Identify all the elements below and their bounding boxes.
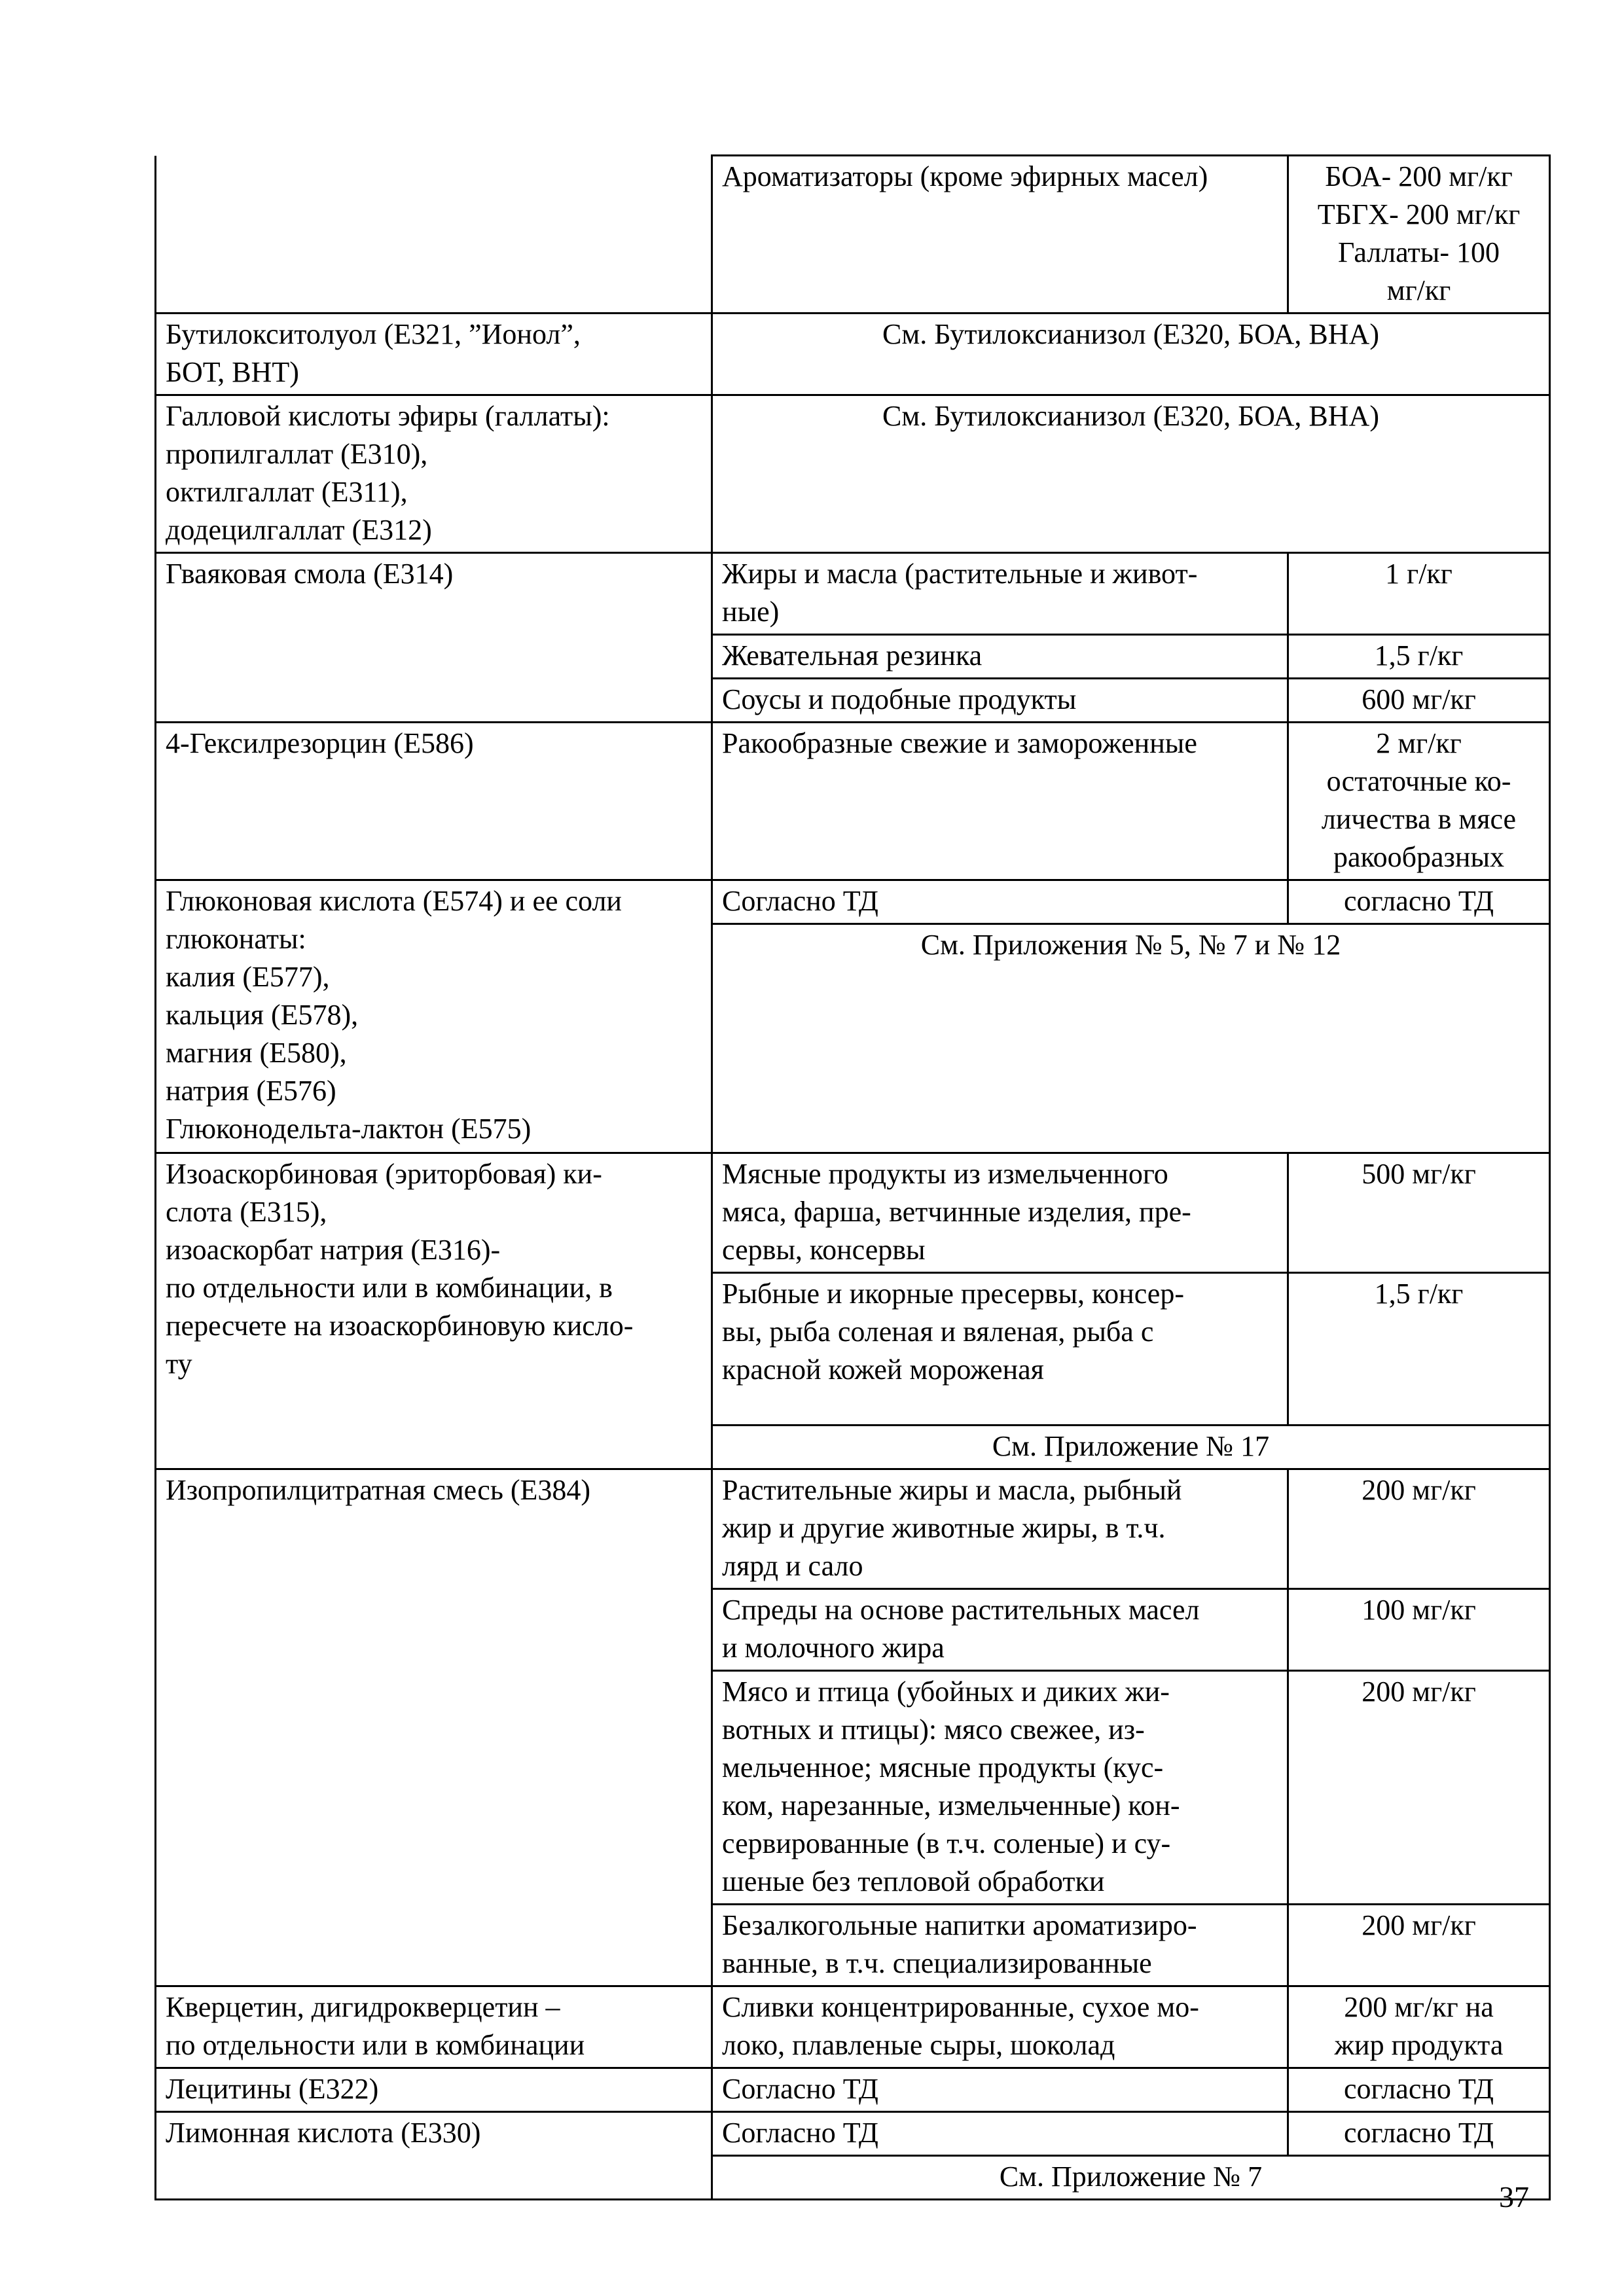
- product-cell: Безалкогольные напитки ароматизиро- ванные, в т.ч. специализированные: [712, 1905, 1288, 1986]
- substance-cell: Лимонная кислота (Е330): [156, 2112, 712, 2200]
- limit-cell: согласно ТД: [1288, 880, 1550, 924]
- page-number: 37: [1499, 2180, 1529, 2214]
- reference-cell: См. Бутилоксианизол (Е320, БОА, ВНА): [712, 395, 1550, 553]
- substance-cell: [156, 156, 712, 314]
- table-row: [156, 1153, 1550, 1273]
- substance-cell: Бутилокситолуол (Е321, ”Ионол”, БОТ, ВНТ): [156, 314, 712, 395]
- product-cell: Спреды на основе растительных масел и молочного жира: [712, 1589, 1288, 1671]
- limit-cell: 600 мг/кг: [1288, 679, 1550, 723]
- table-row: [156, 1469, 1550, 1589]
- limit-cell: 1 г/кг: [1288, 553, 1550, 635]
- limit-cell: БОА- 200 мг/кг ТБГХ- 200 мг/кг Галлаты- 100 мг/кг: [1288, 156, 1550, 314]
- product-cell: Согласно ТД: [712, 2112, 1288, 2156]
- substance-cell: Изоаскорбиновая (эриторбовая) ки- слота (Е315), изоаскорбат натрия (Е316)- по отдельности или в комбинации, в пересчете на изоаскорбиновую кисло- ту: [156, 1153, 712, 1469]
- substance-cell: Галловой кислоты эфиры (галлаты): пропилгаллат (Е310), октилгаллат (Е311), додецилгаллат (Е312): [156, 395, 712, 553]
- product-cell: Рыбные и икорные пресервы, консер- вы, рыба соленая и вяленая, рыба с красной кожей мороженая: [712, 1273, 1288, 1426]
- reference-cell: См. Приложение № 17: [712, 1426, 1550, 1469]
- limit-cell: 2 мг/кг остаточные ко- личества в мясе ракообразных: [1288, 723, 1550, 880]
- additives-table: [154, 154, 1551, 2200]
- product-cell: Согласно ТД: [712, 2068, 1288, 2112]
- limit-cell: согласно ТД: [1288, 2112, 1550, 2156]
- table-row: [156, 395, 1550, 553]
- product-cell: Мясо и птица (убойных и диких жи- вотных и птицы): мясо свежее, из- мельченное; мясные продукты (кус- ком, нарезанные, измельченные) кон- сервированные (в т.ч. соленые) и су- шеные без тепловой обработки: [712, 1671, 1288, 1905]
- limit-cell: 200 мг/кг: [1288, 1671, 1550, 1905]
- limit-cell: 200 мг/кг: [1288, 1469, 1550, 1589]
- reference-cell: См. Приложение № 7: [712, 2156, 1550, 2200]
- product-cell: Жиры и масла (растительные и живот- ные): [712, 553, 1288, 635]
- substance-cell: Лецитины (Е322): [156, 2068, 712, 2112]
- substance-cell: Изопропилцитратная смесь (Е384): [156, 1469, 712, 1986]
- table-row: [156, 2112, 1550, 2156]
- product-cell: Соусы и подобные продукты: [712, 679, 1288, 723]
- product-cell: Жевательная резинка: [712, 635, 1288, 679]
- table-row: [156, 553, 1550, 635]
- reference-cell: См. Бутилоксианизол (Е320, БОА, ВНА): [712, 314, 1550, 395]
- product-cell: Ракообразные свежие и замороженные: [712, 723, 1288, 880]
- limit-cell: согласно ТД: [1288, 2068, 1550, 2112]
- table-row: [156, 2068, 1550, 2112]
- table-row: [156, 314, 1550, 395]
- substance-cell: Кверцетин, дигидрокверцетин – по отдельности или в комбинации: [156, 1986, 712, 2068]
- limit-cell: 200 мг/кг на жир продукта: [1288, 1986, 1550, 2068]
- reference-cell: См. Приложения № 5, № 7 и № 12: [712, 924, 1550, 1153]
- substance-cell: 4-Гексилрезорцин (Е586): [156, 723, 712, 880]
- product-cell: Мясные продукты из измельченного мяса, фарша, ветчинные изделия, пре- сервы, консервы: [712, 1153, 1288, 1273]
- product-cell: Растительные жиры и масла, рыбный жир и другие животные жиры, в т.ч. лярд и сало: [712, 1469, 1288, 1589]
- product-cell: Сливки концентрированные, сухое мо- локо, плавленые сыры, шоколад: [712, 1986, 1288, 2068]
- substance-cell: Гваяковая смола (Е314): [156, 553, 712, 723]
- product-cell: Согласно ТД: [712, 880, 1288, 924]
- table-row: [156, 156, 1550, 314]
- limit-cell: 1,5 г/кг: [1288, 1273, 1550, 1426]
- table-row: [156, 880, 1550, 924]
- limit-cell: 1,5 г/кг: [1288, 635, 1550, 679]
- table-row: [156, 1986, 1550, 2068]
- product-cell: Ароматизаторы (кроме эфирных масел): [712, 156, 1288, 314]
- limit-cell: 200 мг/кг: [1288, 1905, 1550, 1986]
- table-row: [156, 723, 1550, 880]
- limit-cell: 100 мг/кг: [1288, 1589, 1550, 1671]
- limit-cell: 500 мг/кг: [1288, 1153, 1550, 1273]
- substance-cell: Глюконовая кислота (Е574) и ее соли глюконаты: калия (Е577), кальция (Е578), магния (Е580), натрия (Е576) Глюконодельта-лактон (Е575): [156, 880, 712, 1153]
